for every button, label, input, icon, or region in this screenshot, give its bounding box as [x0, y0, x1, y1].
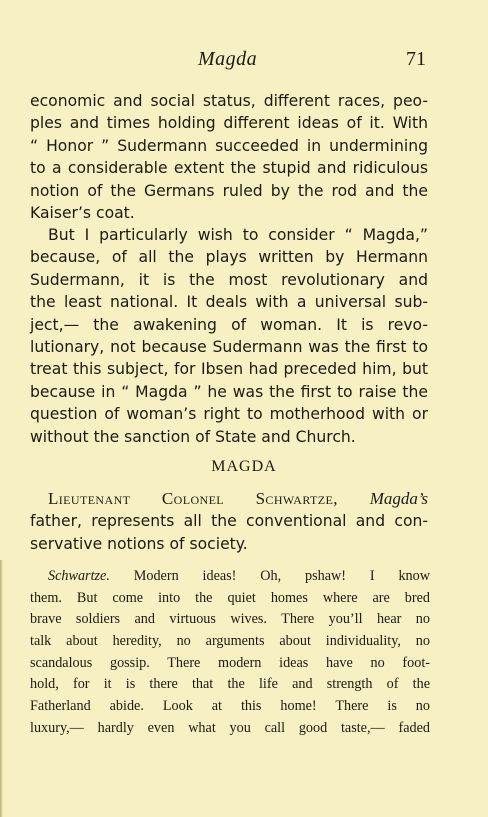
text-line: question of woman’s right to motherhood with or — [30, 405, 428, 424]
dialogue-line: talk about heredity, no arguments about individuality, no — [30, 633, 430, 650]
character-name: Lieutenant Colonel Schwartze, — [48, 489, 338, 508]
text-line: Sudermann, it is the most revolutionary and — [30, 270, 428, 289]
character-intro — [30, 488, 428, 555]
dialogue-block — [30, 566, 430, 740]
intro-line: father, represents all the conventional and con- — [30, 512, 428, 531]
text-line: because in “ Magda ” he was the first to raise the — [30, 382, 428, 401]
dialogue-line: luxury,— hardly even what you call good taste,— faded — [30, 719, 430, 736]
text-line: because, of all the plays written by Hermann — [30, 248, 428, 267]
section-heading: MAGDA — [211, 458, 277, 475]
dialogue-line: hold, for it is there that the life and strength of the — [30, 676, 430, 693]
dialogue-line: brave soldiers and virtuous wives. There you’ll hear no — [30, 611, 430, 628]
paragraph-1 — [30, 90, 428, 224]
intro-line — [30, 488, 428, 510]
character-possessive: Magda’s — [369, 489, 428, 508]
text-line: lutionary, not because Sudermann was the first to — [30, 337, 428, 356]
text-line: treat this subject, for Ibsen had preceded him, but — [30, 360, 428, 379]
dialogue-line: scandalous gossip. There modern ideas have no foot- — [30, 654, 430, 671]
text-line: notion of the Germans ruled by the rod and the — [30, 181, 428, 200]
page-gutter-shadow — [0, 560, 3, 817]
text-line: Kaiser’s coat. — [30, 203, 135, 222]
text-line: economic and social status, different races, peo- — [30, 92, 428, 110]
dialogue-line: them. But come into the quiet homes where are bred — [30, 589, 430, 606]
page-number: 71 — [406, 48, 426, 70]
intro-line: servative notions of society. — [30, 534, 248, 553]
running-head-title: Magda — [198, 48, 258, 70]
text-line: ples and times holding different ideas of it. With — [30, 114, 428, 133]
text-line: ject,— the awakening of woman. It is revo- — [30, 315, 428, 334]
dialogue-text: Modern ideas! Oh, pshaw! I know — [133, 568, 430, 584]
text-line: the least national. It deals with a universal sub- — [30, 293, 428, 312]
running-head — [0, 48, 488, 74]
speaker-name: Schwartze. — [48, 568, 110, 584]
text-line: “ Honor ” Sudermann succeeded in undermining — [30, 136, 428, 155]
dialogue-line: Fatherland abide. Look at this home! There is no — [30, 698, 430, 715]
paragraph-2 — [30, 224, 428, 448]
dialogue-line — [30, 566, 430, 588]
text-line: But I particularly wish to consider “ Magda,” — [48, 226, 428, 244]
text-line: without the sanction of State and Church. — [30, 427, 356, 446]
text-line: to a considerable extent the stupid and ridiculous — [30, 159, 428, 178]
